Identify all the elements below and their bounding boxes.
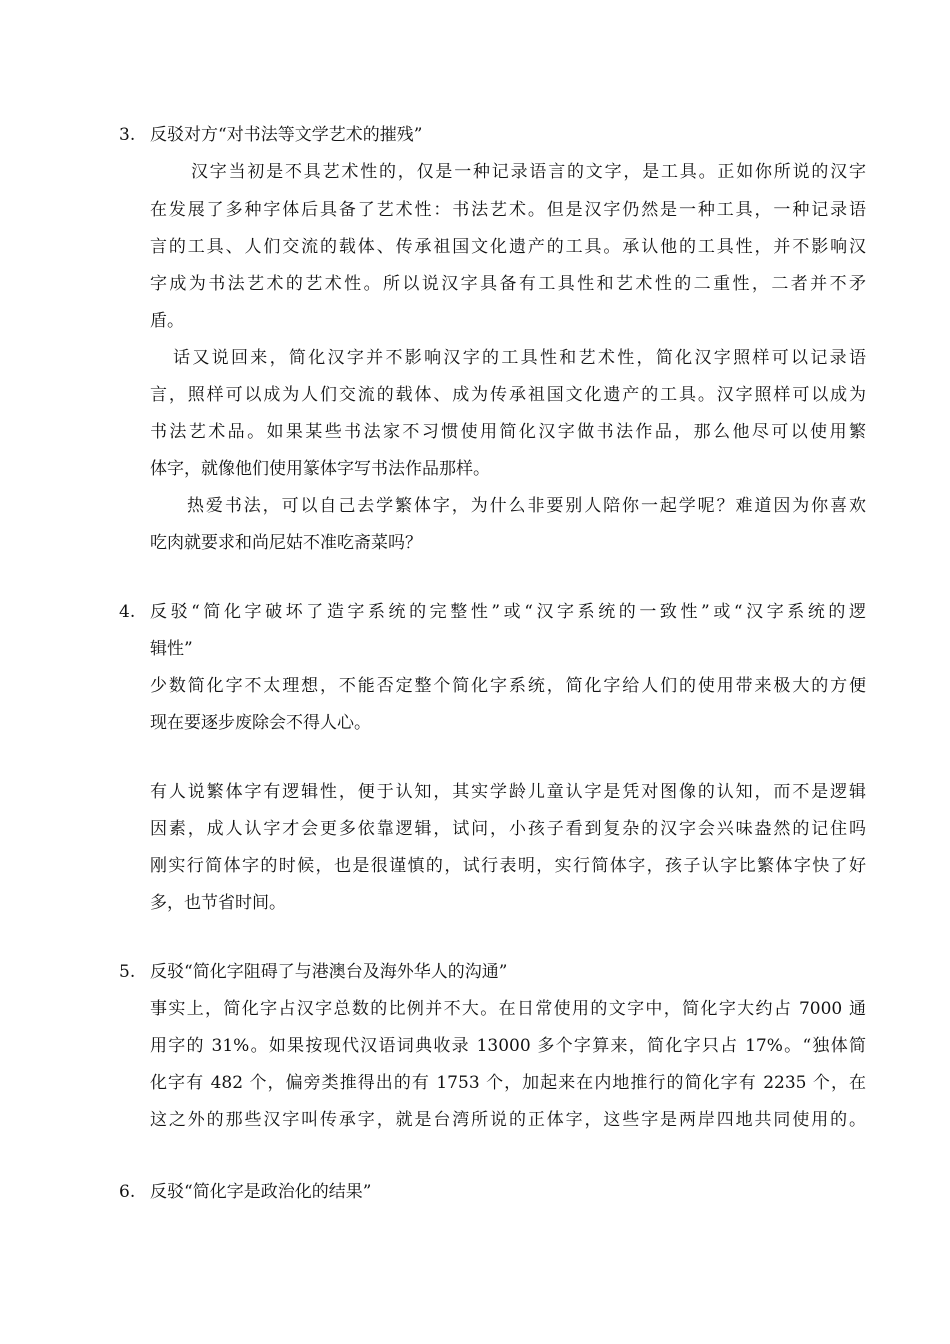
section-4-para2-line: 刚实行简体字的时候，也是很谨慎的，试行表明，实行简体字，孩子认字比繁体字快了好 xyxy=(150,856,866,876)
section-5-heading: 反驳“简化字阻碍了与港澳台及海外华人的沟通” xyxy=(150,962,508,982)
section-4-heading-line: 辑性” xyxy=(150,639,193,659)
section-3-para3-line: 吃肉就要求和尚尼姑不准吃斋菜吗？ xyxy=(150,533,422,553)
section-5-para1-line: 事实上，简化字占汉字总数的比例并不大。在日常使用的文字中，简化字大约占 7000 通 xyxy=(150,999,866,1019)
section-5-para1-line: 这之外的那些汉字叫传承字，就是台湾所说的正体字，这些字是两岸四地共同使用的。 xyxy=(150,1110,866,1130)
section-3-number: 3. xyxy=(119,125,136,145)
section-3-para2-line: 言，照样可以成为人们交流的载体、成为传承祖国文化遗产的工具。汉字照样可以成为 xyxy=(150,385,866,405)
section-3-para1-line: 汉字当初是不具艺术性的，仅是一种记录语言的文字，是工具。正如你所说的汉字 xyxy=(191,162,866,182)
section-3-para3-line: 热爱书法，可以自己去学繁体字，为什么非要别人陪你一起学呢？难道因为你喜欢 xyxy=(187,496,866,516)
section-5-number: 5. xyxy=(119,962,136,982)
section-4-para1-line: 少数简化字不太理想，不能否定整个简化字系统，简化字给人们的使用带来极大的方便 xyxy=(150,676,866,696)
section-4-para2-line: 多，也节省时间。 xyxy=(150,893,286,913)
section-3-para2-line: 话又说回来，简化汉字并不影响汉字的工具性和艺术性，简化汉字照样可以记录语 xyxy=(173,348,866,368)
section-4-heading-line: 反驳“简化字破坏了造字系统的完整性”或“汉字系统的一致性”或“汉字系统的逻 xyxy=(150,602,866,622)
section-3-para1-line: 盾。 xyxy=(150,311,184,331)
section-3-para1-line: 言的工具、人们交流的载体、传承祖国文化遗产的工具。承认他的工具性，并不影响汉 xyxy=(150,237,866,257)
section-3-para1-line: 字成为书法艺术的艺术性。所以说汉字具备有工具性和艺术性的二重性，二者并不矛 xyxy=(150,274,866,294)
section-4-para2-line: 因素，成人认字才会更多依靠逻辑，试问，小孩子看到复杂的汉字会兴味盎然的记住吗 xyxy=(150,819,866,839)
section-4-para1-line: 现在要逐步废除会不得人心。 xyxy=(150,713,371,733)
section-5-para1-line: 化字有 482 个，偏旁类推得出的有 1753 个，加起来在内地推行的简化字有 2235 个，在 xyxy=(150,1073,866,1093)
section-3-para1-line: 在发展了多种字体后具备了艺术性：书法艺术。但是汉字仍然是一种工具，一种记录语 xyxy=(150,200,866,220)
section-3-heading: 反驳对方“对书法等文学艺术的摧残” xyxy=(150,125,423,145)
section-3-para2-line: 书法艺术品。如果某些书法家不习惯使用简化汉字做书法作品，那么他尽可以使用繁 xyxy=(150,422,866,442)
section-3-para2-line: 体字，就像他们使用篆体字写书法作品那样。 xyxy=(150,459,490,479)
section-6-number: 6. xyxy=(119,1182,136,1202)
section-4-para2-line: 有人说繁体字有逻辑性，便于认知，其实学龄儿童认字是凭对图像的认知，而不是逻辑 xyxy=(150,782,866,802)
section-5-para1-line: 用字的 31%。如果按现代汉语词典收录 13000 多个字算来，简化字只占 17%。“独体简 xyxy=(150,1036,866,1056)
section-6-heading: 反驳“简化字是政治化的结果” xyxy=(150,1182,372,1202)
section-4-number: 4. xyxy=(119,602,136,622)
